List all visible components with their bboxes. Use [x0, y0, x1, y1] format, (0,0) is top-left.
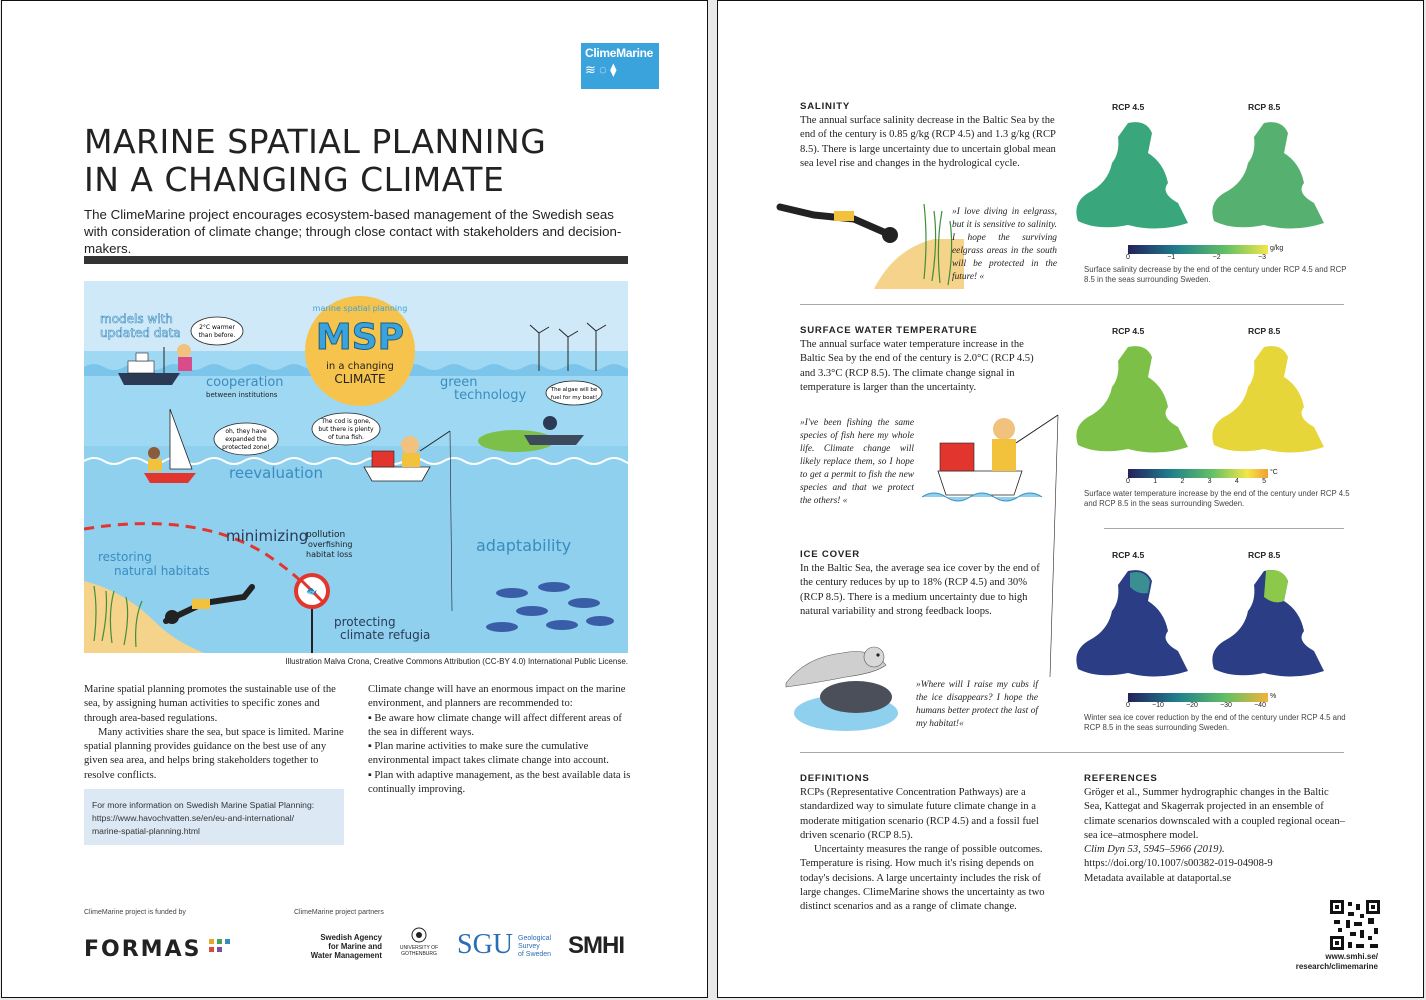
msp-sub1: in a changing [326, 361, 394, 372]
salinity-map-rcp45 [1076, 122, 1188, 228]
svg-text:habitat loss: habitat loss [306, 550, 353, 559]
partners-label: ClimeMarine project partners [294, 909, 384, 916]
ice-unit: % [1270, 693, 1277, 700]
funded-label: ClimeMarine project is funded by [84, 909, 186, 916]
temperature-map-rcp45 [1076, 346, 1188, 452]
section-divider [1104, 528, 1344, 529]
qr-code-icon[interactable] [1330, 900, 1380, 950]
svg-text:but there is plenty: but there is plenty [318, 426, 374, 433]
temperature-unit: °C [1270, 469, 1278, 476]
svg-text:than before.: than before. [198, 332, 236, 339]
svg-text:protected zone!: protected zone! [222, 444, 270, 451]
svg-text:🐟: 🐟 [306, 587, 318, 597]
msp-label: MSP [315, 317, 405, 358]
ice-rcp45-label: RCP 4.5 [1112, 550, 1145, 560]
msp-sub2: CLIMATE [334, 372, 386, 386]
ice-text: In the Baltic Sea, the average sea ice cover by the end of the century reduces by up to 18% (RCP 4.5) and 30% (RCP 8.5). There is a medium uncertainty due to high natural variability and strong feedback loops. [800, 563, 1040, 617]
scientist-figure [177, 344, 191, 358]
section-divider [800, 752, 1344, 753]
bullet-item: ▪ Plan marine activities to make sure the cumulative environmental impact takes climate change into account. [368, 741, 609, 767]
msp-arc-text: marine spatial planning [312, 304, 408, 313]
definitions-heading: DEFINITIONS [800, 773, 870, 784]
green-text: green [440, 375, 478, 390]
msp-illustration [84, 281, 628, 653]
salinity-quote: »I love diving in eelgrass, but it is sensitive to salinity. I hope the surviving eelgrass areas in the south will be protected in the future! « [952, 207, 1057, 282]
svg-text:of tuna fish.: of tuna fish. [328, 434, 364, 441]
salinity-text: The annual surface salinity decrease in the Baltic Sea by the end of the century is 0.85 g/kg (RCP 4.5) and 1.3 g/kg (RCP 8.5). There is large uncertainty due to uncertain global mean sea level rise and changes in the hydrological cycle. [800, 115, 1056, 169]
intro-right-column: Climate change will have an enormous impact on the marine environment, and planners are recommended to: ▪ Be aware how climate change will affect different areas of the sea in different ways. ▪ Plan marine activities to make sure the cumulative environmental impact takes climate change into account. ▪ Plan with adaptive management, as the best available data is continually improving. [368, 683, 634, 797]
temperature-maps [1068, 337, 1348, 467]
ice-maps [1068, 561, 1348, 691]
svg-text:fuel for my boat!: fuel for my boat! [550, 395, 598, 401]
smhi-logo: SMHI [568, 932, 624, 959]
sgu-logo: SGU [457, 929, 514, 960]
salinity-heading: SALINITY [800, 101, 851, 112]
algae-boat [524, 435, 584, 445]
temperature-colorbar [1128, 469, 1268, 478]
seal-illustration [776, 637, 916, 733]
svg-text:overfishing: overfishing [308, 540, 353, 549]
reevaluation-text: reevaluation [229, 464, 323, 482]
formas-logo: FORMAS [84, 937, 202, 962]
adaptability-text: adaptability [476, 536, 572, 555]
cooperation-subtext: between institutions [206, 391, 278, 399]
svg-text:2°C warmer: 2°C warmer [199, 324, 235, 331]
models-text-1: models with [100, 312, 173, 326]
ice-rcp85-label: RCP 8.5 [1248, 550, 1281, 560]
page-title: MARINE SPATIAL PLANNING IN A CHANGING CLIMATE [84, 122, 547, 199]
poster-page-2 [717, 0, 1424, 998]
page-subtitle: The ClimeMarine project encourages ecosystem-based management of the Swedish seas with consideration of climate change; through close contact with stakeholders and decision-makers. [84, 207, 622, 256]
smhi-url[interactable]: www.smhi.se/ research/climemarine [1295, 952, 1378, 971]
svg-text:The cod is gone,: The cod is gone, [321, 418, 371, 425]
svg-text:pollution: pollution [306, 530, 346, 540]
sgu-text: Geological Survey of Sweden [518, 935, 552, 958]
temperature-quote: »I've been fishing the same species of fish here my whole life. Climate change will likely replace them, so I hope to get a permit to fish the new species and that we protect the others! « [800, 418, 914, 506]
ice-heading: ICE COVER [800, 549, 860, 560]
models-text-2: updated data [100, 326, 181, 340]
protecting-text-1: protecting [334, 615, 396, 629]
logo-waves-icon: ≋ ◌ ⧫ [585, 62, 617, 77]
ice-map-caption: Winter sea ice cover reduction by the end of the century under RCP 4.5 and RCP 8.5 in the seas surrounding Sweden. [1084, 713, 1346, 732]
hav-logo: Swedish Agency for Marine and Water Management [310, 933, 382, 960]
gu-logo: UNIVERSITY OF GOTHENBURG [394, 927, 444, 957]
title-divider [84, 256, 628, 264]
references-text: Gröger et al., Summer hydrographic changes in the Baltic Sea, Kattegat and Skagerrak projected in an ensemble of climate scenarios downscaled with a coupled regional ocean–sea ice–atmosphere model. Clim Dyn 53, 5945–5966 (2019). https://doi.org/10.1007/s00382-019-04908-9 Metadata available at dataportal.se [1084, 787, 1345, 884]
salinity-unit: g/kg [1270, 245, 1284, 252]
temperature-text: The annual surface water temperature increase in the Baltic Sea by the end of the century is 2.0°C (RCP 4.5) and 3.3°C (RCP 8.5). The climate change signal in temperature is larger than the uncertainty. [800, 339, 1034, 393]
minimizing-text: minimizing [226, 527, 309, 545]
temperature-ticks: 0 1 2 3 4 5 [1126, 478, 1266, 485]
temperature-rcp45-label: RCP 4.5 [1112, 326, 1145, 336]
cooperation-text: cooperation [206, 375, 284, 390]
temperature-fisher-illustration [918, 409, 1068, 679]
salinity-ticks: 0 −1 −2 −3 [1126, 254, 1266, 261]
restoring-text-2: natural habitats [114, 564, 210, 578]
svg-text:The algae will be: The algae will be [550, 387, 598, 393]
ice-colorbar [1128, 693, 1268, 702]
doi-link[interactable]: https://doi.org/10.1007/s00382-019-04908-9 [1084, 858, 1273, 870]
restoring-text-1: restoring [98, 550, 152, 564]
salinity-map-rcp85 [1212, 122, 1324, 228]
salinity-rcp45-label: RCP 4.5 [1112, 102, 1145, 112]
formas-dots-icon [209, 939, 231, 957]
salinity-diver-illustration [774, 189, 964, 289]
temperature-map-caption: Surface water temperature increase by the end of the century under RCP 4.5 and RCP 8.5 in the seas surrounding Sweden. [1084, 489, 1350, 508]
bullet-item: ▪ Be aware how climate change will affect different areas of the sea in different ways. [368, 712, 622, 738]
climemarine-logo: ClimeMarine ≋ ◌ ⧫ [581, 43, 659, 89]
gu-seal-icon [411, 927, 427, 943]
illustration-caption: Illustration Malva Crona, Creative Commons Attribution (CC-BY 4.0) International Public License. [285, 657, 628, 666]
salinity-map-caption: Surface salinity decrease by the end of the century under RCP 4.5 and RCP 8.5 in the seas surrounding Sweden. [1084, 265, 1347, 284]
bullet-item: ▪ Plan with adaptive management, as the best available data is continually improving. [368, 769, 631, 796]
references-heading: REFERENCES [1084, 773, 1158, 784]
ice-quote: »Where will I raise my cubs if the ice disappears? I hope the humans better protect the last of my habitat!« [916, 680, 1038, 729]
salinity-colorbar [1128, 245, 1268, 254]
salinity-maps [1068, 113, 1348, 243]
poster-page-1 [1, 0, 708, 998]
technology-text: technology [454, 388, 527, 403]
protecting-text-2: climate refugia [340, 628, 431, 642]
ice-ticks: 0 −10 −20 −30 −40 [1126, 702, 1266, 709]
speech-bubble-warmer [191, 317, 243, 345]
salinity-rcp85-label: RCP 8.5 [1248, 102, 1281, 112]
temperature-map-rcp85 [1212, 346, 1324, 452]
info-box: For more information on Swedish Marine Spatial Planning: https://www.havochvatten.se/en/eu-and-international/ marine-spatial-planning.html [84, 789, 344, 845]
temperature-rcp85-label: RCP 8.5 [1248, 326, 1281, 336]
info-link[interactable]: https://www.havochvatten.se/en/eu-and-international/ [92, 813, 295, 823]
svg-text:oh, they have: oh, they have [225, 428, 267, 435]
intro-left-column: Marine spatial planning promotes the sustainable use of the sea, by assigning human activities to specific zones and through area-based regulations. Many activities share the sea, but space is limited. Marine spatial planning provides guidance on the best use of any given sea area, and helps bring stakeholders together to resolve conflicts. [84, 684, 344, 781]
temperature-heading: SURFACE WATER TEMPERATURE [800, 325, 978, 336]
svg-text:expanded the: expanded the [225, 436, 267, 443]
section-divider [800, 304, 1344, 305]
speech-bubble-algae [546, 381, 602, 405]
definitions-text: RCPs (Representative Concentration Pathways) are a standardized way to simulate future climate change in a moderate mitigation scenario (RCP 4.5) and a fossil fuel driven scenario (RCP 8.5). Uncertainty measures the range of possible outcomes. Temperature is rising. How much it's rising depends on today's decisions. A large uncertainty includes the risk of large changes. ClimeMarine shows the uncertainty as two distinct scenarios and as a range of climate change. [800, 787, 1045, 913]
